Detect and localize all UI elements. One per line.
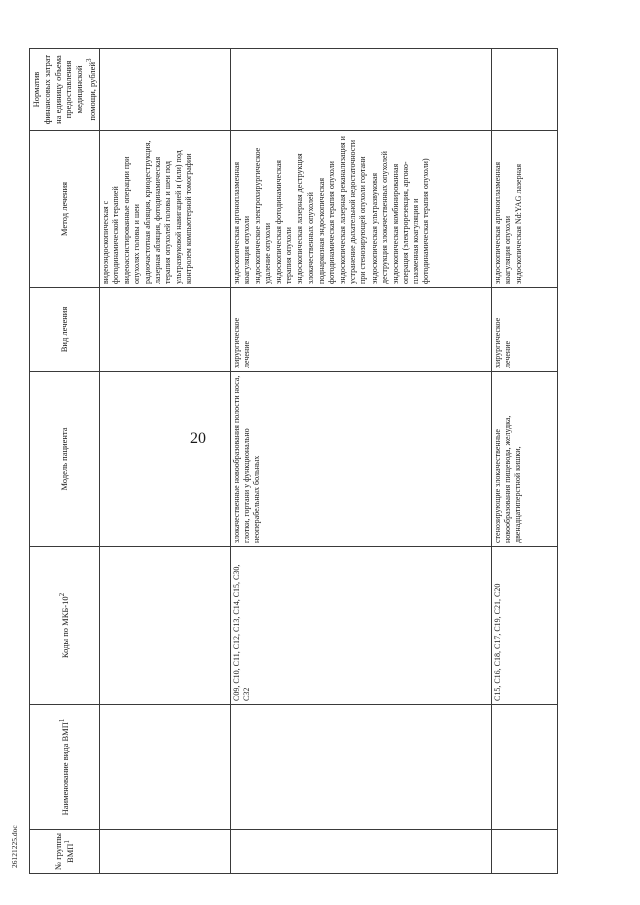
footer-filename: 26121225.doc [10, 825, 19, 868]
cell-treatment-type: хирургическое лечение [230, 288, 491, 372]
header-vmp-name: Наименование вида ВМП$^1$ [30, 705, 100, 830]
cell-treatment-method [491, 131, 557, 288]
method-item: эндоскопическая лазерная реканализация и устранение дыхательной недостаточности при стенозирующей опухоли гортани [338, 136, 368, 284]
cell-icd-codes: C15, C16, C18, C17, C19, C21, C20 [491, 547, 557, 705]
cell-vmp-name [230, 705, 491, 830]
header-row [30, 49, 100, 874]
method-item: эндоскопическая фотодинамическая терапия опухоли [274, 160, 294, 284]
method-item: видеоэндоскопическая с фотодинамической терапией [100, 186, 120, 284]
cell-patient-model [99, 372, 230, 547]
method-item: видеоассистированные операции при опухолях головы и шеи [121, 156, 141, 284]
cell-vmp-name [491, 705, 557, 830]
cell-patient-model: злокачественные новообразования полости носа, глотки, гортани у функционально неоперабельных больных [230, 372, 491, 547]
method-item: эндоскопическая лазерная деструкция злокачественных опухолей [295, 153, 315, 284]
header-cost-norm: Норматив финансовых затрат на единицу объема предоставления медицинской помощи, рублей$^3$ [30, 49, 100, 131]
header-group-number: № группы ВМП$^1$ [30, 830, 100, 874]
cell-vmp-name [99, 705, 230, 830]
cell-patient-model: стенозирующие злокачественные новообразования пищевода, желудка, двенадцатиперстной кишки, [491, 372, 557, 547]
cell-cost-norm [491, 49, 557, 131]
table-row [99, 49, 230, 874]
cell-treatment-type: хирургическое лечение [491, 288, 557, 372]
method-item: радиочастотная абляция, криодеструкция, лазерная абляция, фотодинамическая терапия опухолей головы и шеи под ультразвуковой навигацией и (или) под контролем компьютерной томографии [143, 140, 193, 284]
cell-treatment-method [99, 131, 230, 288]
header-treatment-method: Метод лечения [30, 131, 100, 288]
cell-cost-norm [230, 49, 491, 131]
page-number: 20 [190, 430, 206, 447]
method-item: эндоскопическое электрохирургическое удаление опухоли [252, 147, 272, 284]
cell-icd-codes [99, 547, 230, 705]
method-item: эндоскопическая аргоноплазменная коагуляция опухоли [492, 161, 512, 284]
method-item: поднаркозная эндоскопическая фотодинамическая терапия опухоли [316, 161, 336, 284]
header-icd-codes: Коды по МКБ-$10^2$ [30, 547, 100, 705]
table-row [230, 49, 491, 874]
method-item: эндоскопическая ультразвуковая деструкция злокачественных опухолей [369, 151, 389, 284]
header-patient-model: Модель пациента [30, 372, 100, 547]
method-item: эндоскопическая аргоноплазменная коагуляция опухоли [231, 161, 251, 284]
table-row [491, 49, 557, 874]
cell-treatment-type [99, 288, 230, 372]
cell-group-number [99, 830, 230, 874]
cell-group-number [230, 830, 491, 874]
cell-group-number [491, 830, 557, 874]
cell-cost-norm [99, 49, 230, 131]
cell-treatment-method [230, 131, 491, 288]
cell-icd-codes: C09, C10, C11, C12, C13, C14, C15, C30, C32 [230, 547, 491, 705]
method-item: эндоскопическая Nd:YAG лазерная [513, 163, 523, 284]
header-treatment-type: Вид лечения [30, 288, 100, 372]
treatment-table [29, 48, 558, 874]
method-item: эндоскопическая комбинированная операция (электрорезекция, аргоно-плазменная коагуляция и фотодинамическая терапия опухоли) [390, 158, 431, 284]
rotated-table-container [29, 49, 544, 874]
